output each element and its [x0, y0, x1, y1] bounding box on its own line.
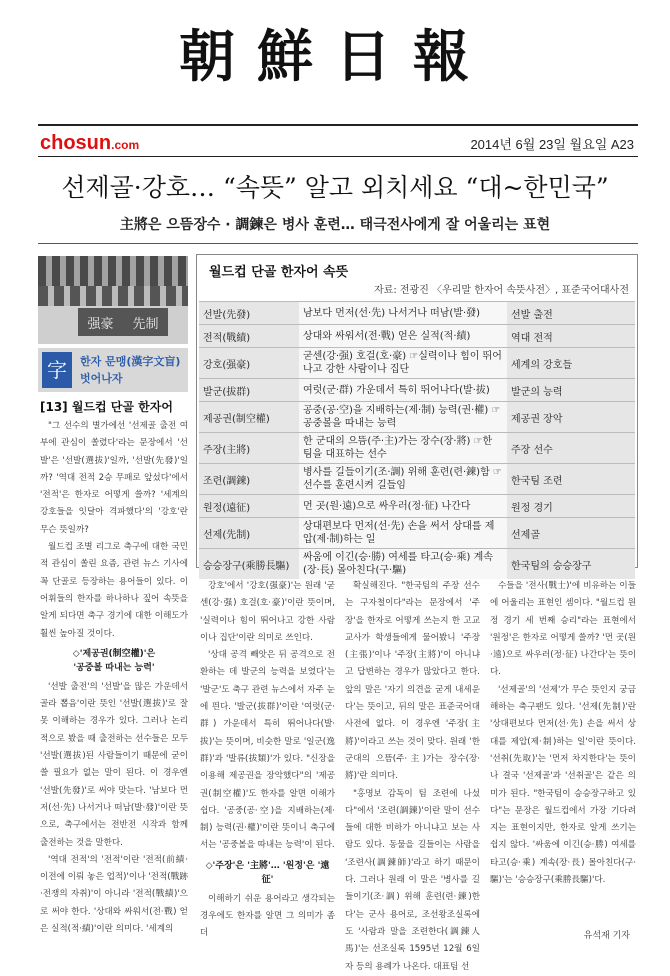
- table-row: [199, 302, 635, 325]
- table-row: [199, 433, 635, 464]
- table-row: [199, 464, 635, 495]
- article-column-1: [40, 418, 188, 935]
- masthead: [0, 22, 670, 92]
- hanja-icon: 字: [42, 352, 72, 388]
- headline: 선제골·강호… “속뜻” 알고 외치세요 “대~한민국”: [61, 173, 609, 202]
- meaning-cell: 싸움에 이긴(승·勝) 여세를 타고(승·乘) 계속(장·長) 몰아친다(구·驅): [299, 549, 507, 580]
- paragraph: 월드컵 조별 리그로 축구에 대한 국민적 관심이 쏠린 요즘, 관련 뉴스 기사에 꼭 단골로 등장하는 용어들이 있다. 이 어휘들의 한자를 하나하나 짚어 속뜻을 알게 되다면 축구 경기에 대한 이해도가 훨씬 높아질 것이다.: [40, 542, 188, 639]
- meaning-cell: 공중(공·空)을 지배하는(제·制) 능력(권·權) ☞공중볼을 따내는 능력: [299, 402, 507, 433]
- series-title: [13] 월드컵 단골 한자어: [40, 400, 173, 414]
- table-row: [199, 402, 635, 433]
- term-cell: 전적(戰績): [199, 325, 299, 348]
- glossary-source: 자료: 전광진 〈우리말 한자어 속뜻사전〉, 표준국어대사전: [374, 285, 629, 296]
- example-cell: 역대 전적: [507, 325, 635, 348]
- term-cell: 원정(遠征): [199, 495, 299, 518]
- paragraph: 수들을 '전사(戰士)'에 비유하는 이들에 어울리는 표현인 셈이다. "월드컵 원정 경기 세 번째 승리"라는 표현에서 '원정'은 한자로 어떻게 쓸까? '먼 곳(원·遠)으로 싸우러(정·征) 나간다'는 뜻이다.: [490, 581, 636, 678]
- brand-suffix: .com: [111, 138, 140, 152]
- term-cell: 강호(强豪): [199, 348, 299, 379]
- paragraph: '상대 공격 빼앗은 뒤 공격으로 전환하는 데 발군의 능력을 보였다'는 '발군'도 축구 관련 뉴스에서 자주 눈에 띈다. '발군(拔群)'이란 '여럿(군·群) 가운데서 특히 뛰어나다(발·拔)'는 뜻이며, 비슷한 말로 '일군(逸群)'과 '발류(拔類)'가 있다. "신장을 이용해 제공권을 장악했다"의 '제공권(制空權)'도 한자를 알면 이해가 쉽다. '공중(공·空)을 지배하는(제·制) 능력(권·權)'이란 뜻이니 축구에서는 '공중볼을 따내는 능력'이 된다.: [200, 650, 335, 851]
- term-cell: 제공권(制空權): [199, 402, 299, 433]
- article-column-3: [345, 578, 480, 972]
- term-cell: 승승장구(乘勝長驅): [199, 549, 299, 580]
- example-cell: 한국팀의 승승장구: [507, 549, 635, 580]
- glossary-table: [199, 301, 635, 579]
- illustration-board: [78, 308, 168, 336]
- table-row: [199, 379, 635, 402]
- paragraph: '역대 전적'의 '전적'이란 '전적(前績·이전에 이뤄 놓은 업적)'이나 '전적(戰跡·전쟁의 자취)'이 아니라 '전적(戰績)'으로 써야 한다. '상대와 싸워서(전·戰) 얻은 실적(적·績)'이란 의미다. '세계의: [40, 854, 188, 935]
- term-cell: 발군(拔群): [199, 379, 299, 402]
- example-cell: 원정 경기: [507, 495, 635, 518]
- paragraph: 이해하기 쉬운 용어라고 생각되는 경우에도 한자를 알면 그 의미가 좀 더: [200, 893, 335, 939]
- article-column-2: [200, 578, 335, 939]
- meaning-cell: 상대편보다 먼저(선·先) 손을 써서 상대를 제압(제·制)하는 일: [299, 518, 507, 549]
- column-header-line1: 한자 문맹(漢字文盲): [80, 355, 181, 368]
- term-cell: 선제(先制): [199, 518, 299, 549]
- article-column-4: [490, 578, 636, 926]
- newspaper-title: 朝鮮日報: [179, 24, 491, 90]
- paragraph: 확실해진다. "한국팀의 주장 선수는 구자철이다"라는 문장에서 '주장'을 한자로 어떻게 쓰는지 한 고교 교사가 학생들에게 물어봤니 '주장(主張)'이나 '주장(主將)'이 아니냐고 답변하는 경우가 많았다고 한다. 앞의 말은 '자기 의견을 굳게 내세운다'는 뜻이고, 뒤의 말은 표준국어대사전에 없다. 이 경우엔 '주장(主將)'이라고 쓰는 것이 맞다. 원래 '한 군대의 으뜸(주·主)가는 장수(장·將)'란 의미다.: [345, 581, 480, 782]
- example-cell: 세계의 강호들: [507, 348, 635, 379]
- section-heading: [40, 647, 188, 675]
- paragraph: 강호'에서 '강호(强豪)'는 원래 '굳센(강·强) 호걸(호·豪)'이란 뜻이며, '실력이나 힘이 뛰어나고 강한 사람이나 집단'이란 의미로 쓰인다.: [200, 581, 335, 643]
- board-text-left: 强豪: [87, 316, 114, 332]
- column-header-line2: 벗어나자: [80, 372, 123, 385]
- headline-rule: [38, 243, 638, 244]
- term-cell: 선발(先發): [199, 302, 299, 325]
- section-heading-line2: '공중볼 따내는 능력': [73, 662, 155, 673]
- subheadline: 主將은 으뜸장수 · 調鍊은 병사 훈련… 태극전사에게 잘 어울리는 표현: [119, 217, 551, 233]
- meaning-cell: 한 군대의 으뜸(주·主)가는 장수(장·將) ☞한 팀을 대표하는 선수: [299, 433, 507, 464]
- meaning-cell: 남보다 먼저(선·先) 나서거나 떠남(발·發): [299, 302, 507, 325]
- term-cell: 조련(調鍊): [199, 464, 299, 495]
- column-header: [38, 348, 188, 392]
- glossary-title: 월드컵 단골 한자어 속뜻: [209, 265, 349, 280]
- meaning-cell: 병사를 길들이기(조·調) 위해 훈련(련·鍊)함 ☞선수를 훈련시켜 길들임: [299, 464, 507, 495]
- board-text-right: 先制: [132, 316, 159, 332]
- paragraph: "홍명보 감독이 팀 조련에 나섰다"에서 '조련(調鍊)'이란 말이 선수들에 대한 비하가 아니냐고 보는 사람도 있다. 동물을 길들이는 사람을 '조련사(調鍊師)'라고 하기 때문이다. 그러나 원래 이 말은 '병사를 길들이기(조·調) 위해 훈련(련·鍊)한다'는 군사 용어로, 조선왕조실록에도 '사람과 말을 조련한다(調鍊人馬)'는 선조실록 1595년 12월 6일자 등의 용례가 나온다. 대표팀 선: [345, 788, 480, 972]
- illustration: [38, 256, 188, 344]
- example-cell: 제공권 장악: [507, 402, 635, 433]
- meaning-cell: 여럿(군·群) 가운데서 특히 뛰어나다(발·拔): [299, 379, 507, 402]
- meaning-cell: 먼 곳(원·遠)으로 싸우러(정·征) 나간다: [299, 495, 507, 518]
- section-heading-line1: ◇'제공권(制空權)'은: [72, 648, 156, 659]
- date-rule: [38, 156, 638, 157]
- table-row: [199, 325, 635, 348]
- term-cell: 주장(主將): [199, 433, 299, 464]
- meaning-cell: 굳센(강·强) 호걸(호·豪) ☞실력이나 힘이 뛰어나고 강한 사람이나 집단: [299, 348, 507, 379]
- meaning-cell: 상대와 싸워서(전·戰) 얻은 실적(적·績): [299, 325, 507, 348]
- table-row: [199, 518, 635, 549]
- glossary-box: [196, 254, 638, 576]
- byline: 유석재 기자: [583, 931, 630, 941]
- example-cell: 주장 선수: [507, 433, 635, 464]
- example-cell: 발군의 능력: [507, 379, 635, 402]
- example-cell: 한국팀 조련: [507, 464, 635, 495]
- site-logo[interactable]: [40, 132, 139, 155]
- table-row: [199, 495, 635, 518]
- paragraph: '선제골'의 '선제'가 무슨 뜻인지 궁금해하는 축구팬도 있다. '선제(先制)'란 '상대편보다 먼저(선·先) 손을 써서 상대를 제압(제·制)하는 일'이란 뜻이다. '선취(先取)'는 '먼저 차지한다'는 뜻이나 결국 '선제골'과 '선취골'은 같은 의미가 된다. "한국팀이 승승장구하고 있다"는 문장은 월드컵에서 가장 기다려지는 표현이지만, 한자로 알게 쓰기는 쉽지 않다. '싸움에 이긴(승·勝) 여세를 타고(승·乘) 계속(장·長) 몰아친다(구·驅)'는 '승승장구(乘勝長驅)'다.: [490, 684, 636, 886]
- example-cell: 선발 출전: [507, 302, 635, 325]
- table-row: [199, 348, 635, 379]
- dateline: 2014년 6월 23일 월요일 A23: [470, 137, 634, 152]
- example-cell: 선제골: [507, 518, 635, 549]
- illustration-crowd-front: [38, 286, 188, 306]
- section-heading: ◇'주장'은 '主將'… '원정'은 '遠征': [205, 860, 330, 885]
- paragraph: '선발 출전'의 '선발'을 많은 가운데서 골라 뽑음'이란 뜻인 '선발(選拔)'로 잘못 이해하는 경우가 있다. 그러나 논리적으로 봤을 때 출전하는 선수들은 모두 '선발(選拔)된 사람들이기 때문에 굳이 쓸 필요가 없는 말이 된다. 이 경우엔 '선발(先發)'로 써야 맞는다. '남보다 먼저(선·先) 나서거나 떠남(발·發)'이란 뜻으로, 축구에서는 전반전 시작과 함께 출전하는 것을 말한다.: [40, 681, 188, 848]
- paragraph: "그 선수의 별가에선 '선제골 출전 여부에 관심이 쏠렸다'라는 문장에서 '선발'은 '선발(選拔)'일까, '선발(先發)'일까? '역대 전적 2승 무패로 앞섰다'에서 '전적'은 한자로 어떻게 쓸까? '세계의 강호들을 잇달아 격파했다'의 '강호'란 무슨 뜻일까?: [40, 421, 188, 535]
- masthead-rule: [38, 124, 638, 126]
- table-row: [199, 549, 635, 580]
- brand-name: chosun: [40, 132, 112, 154]
